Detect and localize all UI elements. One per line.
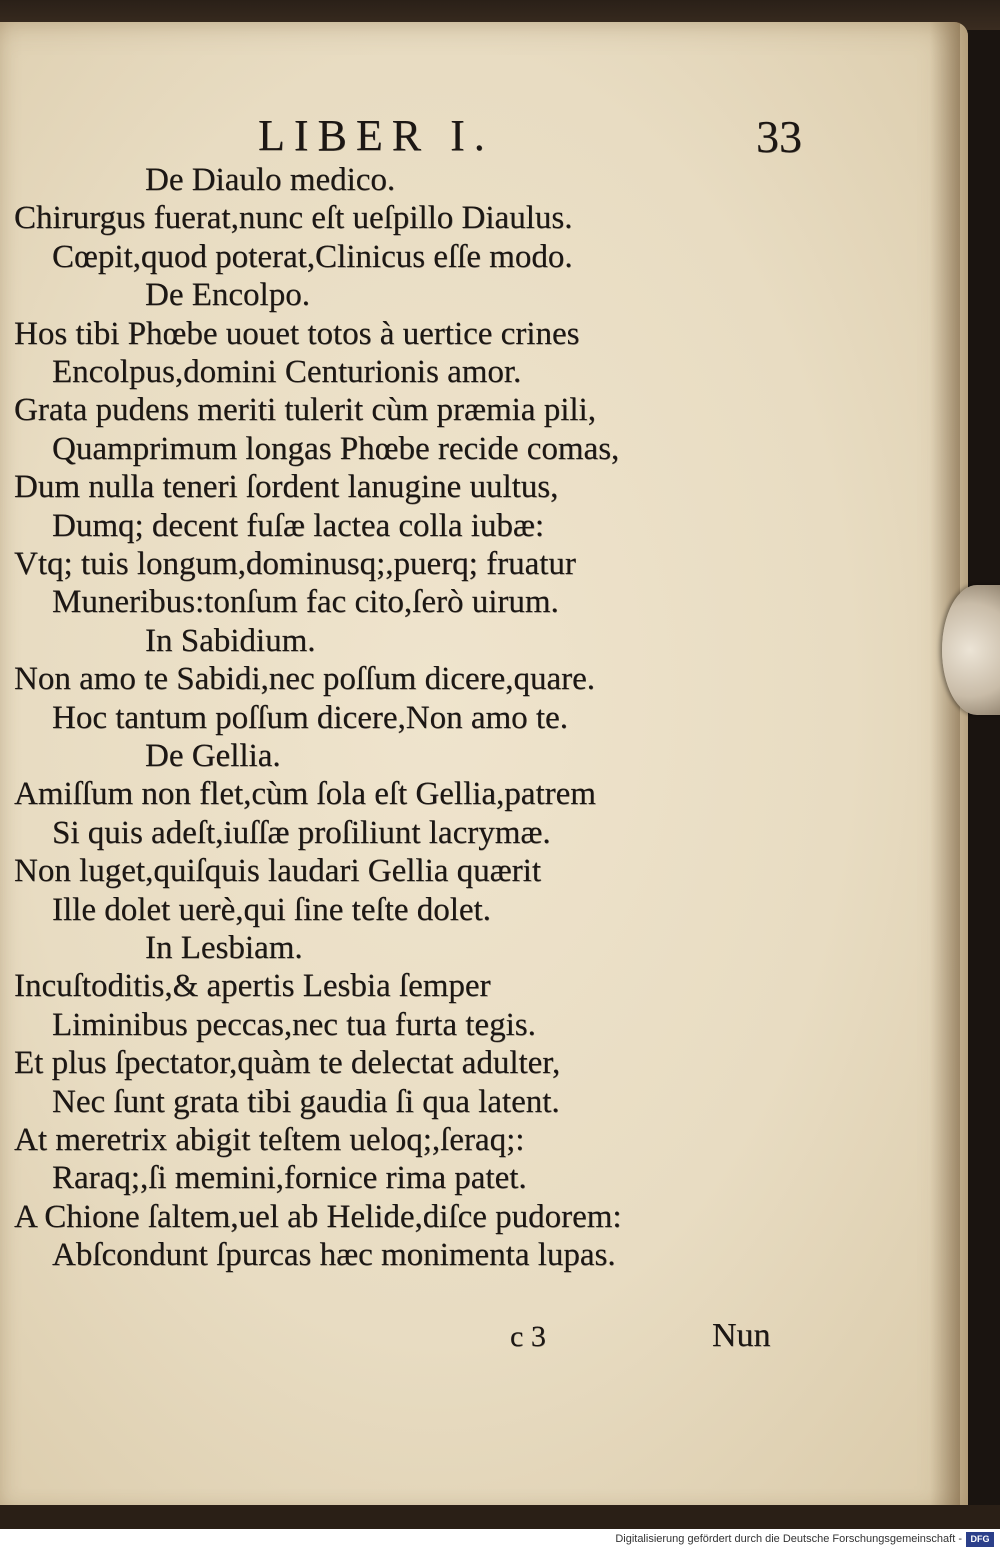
verse-line: Dum nulla teneri ſordent lanugine uultus, [14, 469, 559, 506]
book-bottom-edge [0, 1505, 1000, 1529]
verse-line: Hoc tantum poſſum dicere,Non amo te. [52, 699, 568, 736]
epigram-heading: In Lesbiam. [145, 930, 303, 966]
page-fore-edge-shadow [930, 22, 960, 1522]
verse-line: At meretrix abigit teſtem ueloq;,ſeraq;: [14, 1122, 525, 1158]
verse-line: Ille dolet uerè,qui ſine teſte dolet. [52, 891, 491, 928]
verse-line: Liminibus peccas,nec tua furta tegis. [52, 1006, 536, 1043]
verse-line: Quamprimum longas Phœbe recide comas, [52, 430, 620, 467]
page-number: 33 [756, 111, 802, 162]
verse-line: Nec ſunt grata tibi gaudia ſi qua latent. [52, 1083, 560, 1120]
epigram-heading: De Diaulo medico. [145, 162, 396, 198]
dfg-logo: DFG [966, 1532, 994, 1547]
running-head: LIBER I. [258, 111, 494, 160]
footer-credit: Digitalisierung gefördert durch die Deutsche Forschungsgemeinschaft - [615, 1533, 962, 1545]
verse-line: Chirurgus fuerat,nunc eſt ueſpillo Diaulus. [14, 200, 573, 237]
verse-line: Vtq; tuis longum,dominusq;,puerq; fruatur [14, 546, 576, 582]
catchword: Nun [712, 1317, 771, 1354]
verse-line: Dumq; decent fuſæ lactea colla iubæ: [52, 507, 545, 544]
verse-line: A Chione ſaltem,uel ab Helide,diſce pudorem: [14, 1198, 622, 1235]
verse-line: Grata pudens meriti tulerit cùm præmia pili, [14, 392, 596, 429]
verse-line: Cœpit,quod poterat,Clinicus eſſe modo. [52, 238, 573, 275]
verse-line: Incuſtoditis,& apertis Lesbia ſemper [14, 968, 491, 1005]
digitization-footer [0, 1529, 1000, 1551]
epigram-heading: De Gellia. [145, 738, 281, 774]
verse-line: Raraq;,ſi memini,fornice rima patet. [52, 1160, 527, 1197]
epigram-heading: In Sabidium. [145, 622, 316, 659]
verse-line: Non amo te Sabidi,nec poſſum dicere,quare. [14, 661, 595, 698]
verse-line: Si quis adeſt,iuſſæ proſiliunt lacrymæ. [52, 814, 551, 851]
signature-mark: c 3 [510, 1320, 546, 1353]
verse-line: Hos tibi Phœbe uouet totos à uertice crines [14, 315, 580, 352]
book-page [0, 22, 968, 1522]
verse-line: Abſcondunt ſpurcas hæc monimenta lupas. [52, 1237, 616, 1274]
verse-line: Encolpus,domini Centurionis amor. [52, 354, 522, 390]
verse-line: Non luget,quiſquis laudari Gellia quærit [14, 853, 542, 890]
verse-line: Et plus ſpectator,quàm te delectat adulter, [14, 1045, 561, 1082]
verse-line: Amiſſum non flet,cùm ſola eſt Gellia,patrem [14, 776, 596, 813]
epigram-heading: De Encolpo. [145, 277, 310, 314]
verse-line: Muneribus:tonſum fac cito,ſerò uirum. [52, 584, 559, 621]
